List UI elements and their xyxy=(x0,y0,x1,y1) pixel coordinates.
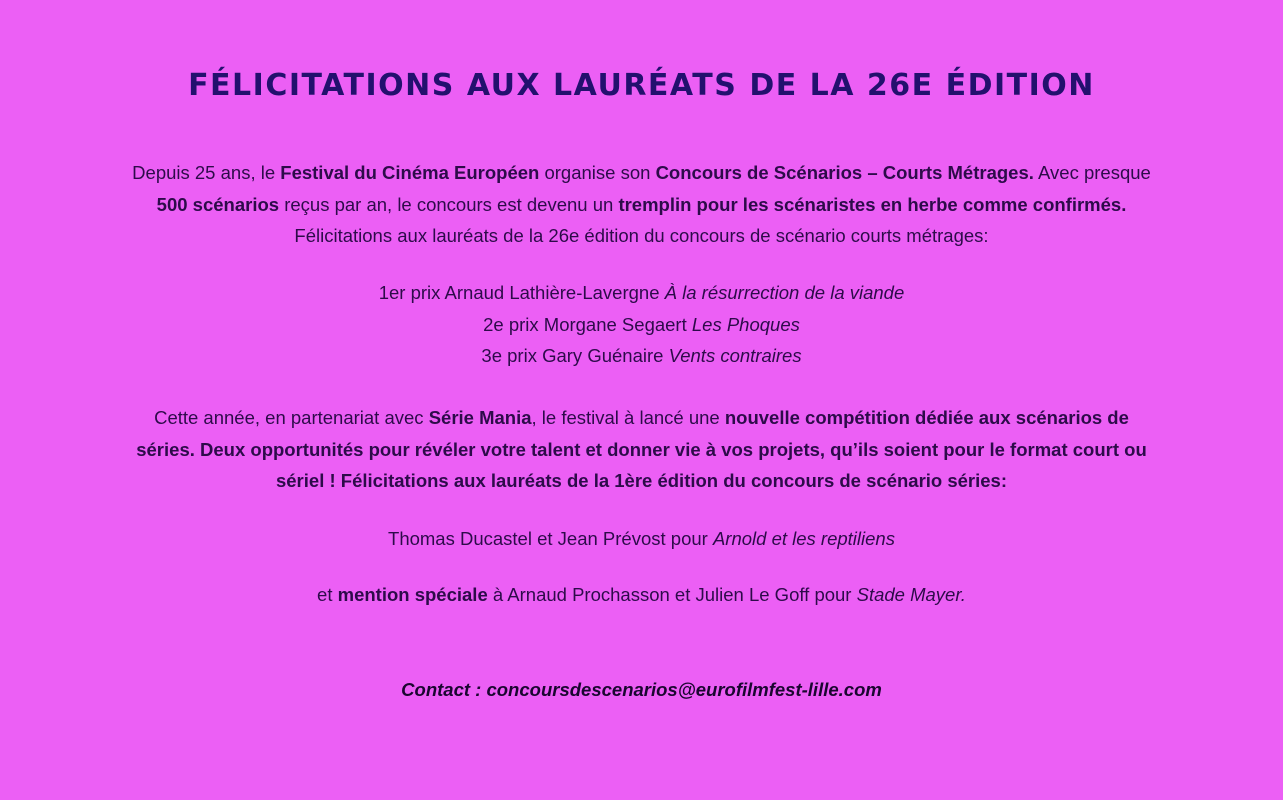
intro-text: Depuis 25 ans, le xyxy=(132,162,281,183)
contact-email-link[interactable]: Contact : concoursdescenarios@eurofilmfest-lille.com xyxy=(401,679,882,700)
contest-name: Concours de Scénarios – Courts Métrages. xyxy=(655,162,1034,183)
intro-highlight: tremplin pour les scénaristes en herbe comme confirmés. xyxy=(618,193,1127,215)
special-mention xyxy=(130,579,1153,611)
prize-rank: 2e prix xyxy=(483,313,539,335)
prize-rank: 3e prix xyxy=(481,345,537,366)
page-title: FÉLICITATIONS AUX LAURÉATS DE LA 26E ÉDITION xyxy=(188,68,1095,103)
partner-name: Série Mania xyxy=(428,407,532,428)
prize-winner: Morgane Segaert xyxy=(543,313,687,335)
special-text: à Arnaud Prochasson et Julien Le Goff pour xyxy=(487,584,857,605)
series-text: Cette année, en partenariat avec xyxy=(154,407,429,428)
intro-text: reçus par an, le concours est devenu un xyxy=(279,193,619,215)
prize-winner: Gary Guénaire xyxy=(542,345,664,366)
series-winner-names: Thomas Ducastel et Jean Prévost pour xyxy=(388,528,713,549)
prize-item xyxy=(481,345,801,366)
prize-rank: 1er prix xyxy=(378,282,441,303)
festival-name: Festival du Cinéma Européen xyxy=(280,162,540,183)
scenario-count: 500 scénarios xyxy=(156,193,280,215)
series-winners xyxy=(130,523,1153,555)
prize-item xyxy=(483,314,800,335)
prize-winner: Arnaud Lathière-Lavergne xyxy=(444,282,660,303)
special-label: mention spéciale xyxy=(337,584,488,605)
intro-text: Avec presque xyxy=(1033,162,1151,183)
series-winner-title: Arnold et les reptiliens xyxy=(712,528,895,549)
prize-title: Les Phoques xyxy=(691,313,800,335)
intro-text: Félicitations aux lauréats de la 26e édition du concours de scénario courts métrages: xyxy=(294,225,989,246)
special-title: Stade Mayer. xyxy=(856,584,966,605)
intro-text: organise son xyxy=(539,162,656,183)
series-paragraph xyxy=(130,402,1153,497)
prize-item xyxy=(379,282,905,303)
series-highlight: nouvelle compétition dédiée aux scénarios de séries. Deux opportunités pour révéler votre talent et donner vie à vos projets, qu’ils soient pour le format court ou sériel ! Félicitations aux lauréats de la 1ère édition du concours de scénario séries: xyxy=(136,407,1147,491)
intro-paragraph xyxy=(130,157,1153,252)
special-text: et xyxy=(317,584,338,605)
prize-list xyxy=(130,277,1153,372)
series-text: , le festival à lancé une xyxy=(531,407,725,428)
prize-title: À la résurrection de la viande xyxy=(664,282,905,303)
prize-title: Vents contraires xyxy=(668,345,802,366)
